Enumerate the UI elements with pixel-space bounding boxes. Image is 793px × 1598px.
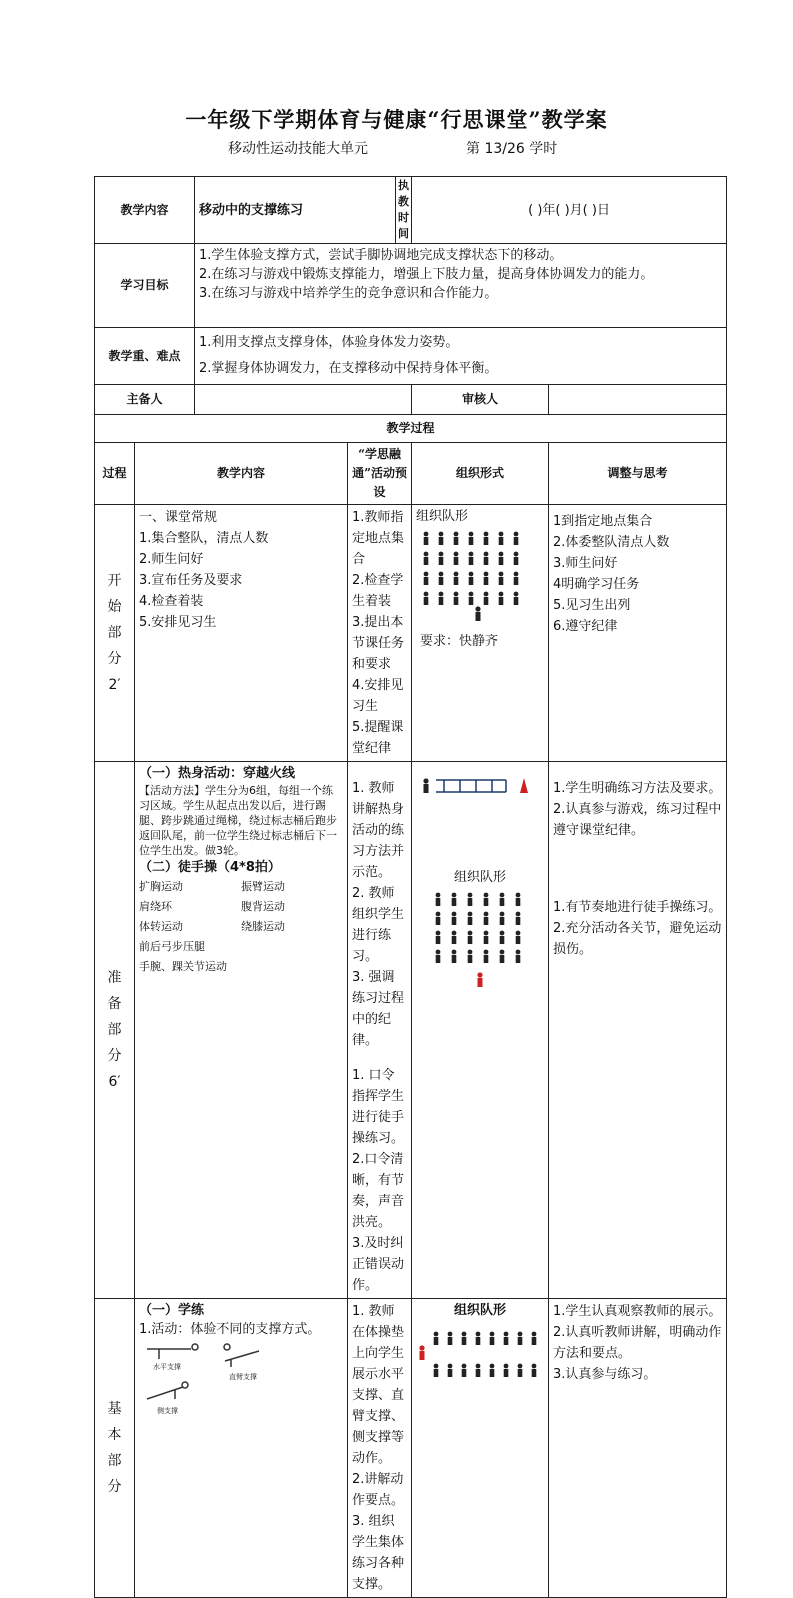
student-figure-body [439,597,444,605]
student-figure-body [448,1337,453,1345]
reviewer-value [549,385,727,415]
student-figure [468,931,473,936]
basic-reflection: 1.学生认真观察教师的展示。 2.认真听教师讲解，明确动作方法和要点。 3.认真参与练习。 [549,1299,727,1598]
student-figure [434,1332,439,1337]
student-figure-body [514,537,519,545]
exercise-title: （二）徒手操（4*8拍） [139,860,281,875]
student-figure-body [468,936,473,944]
start-organization [412,505,549,762]
student-figure-body [424,537,429,545]
col-content: 教学内容 [135,443,348,505]
student-figure [532,1364,537,1369]
objectives-label: 学习目标 [95,244,195,328]
formation-diagram [416,526,544,626]
student-figure-body [476,1337,481,1345]
student-figure [516,931,521,936]
student-figure-body [484,537,489,545]
practice-description: 1.活动：体验不同的支撑方式。 [139,1322,321,1337]
student-figure [454,552,459,557]
student-figure-body [434,1369,439,1377]
prep-content: （一）热身活动：穿越火线 【活动方法】学生分为6组，每组一个练习区域。学生从起点出发以后，进行踢腿、跨步跳通过绳梯，绕过标志桶后跑步返回队尾，前一位学生绕过标志桶后下一位学生出发。做3轮。 （二）徒手操（4*8拍） 扩胸运动 振臂运动 肩绕环 腹背运动 体转运动 绕膝运动 前后弓步压腿 手腕、踝关节运动 [135,762,348,1299]
unit-name: 移动性运动技能大单元 [228,141,368,157]
student-figure-body [514,597,519,605]
student-figure [490,1364,495,1369]
stage-start: 开 始 部 分 2′ [95,505,135,762]
student-figure [424,552,429,557]
process-title: 教学过程 [95,415,727,443]
student-figure [436,931,441,936]
student-figure [424,592,429,597]
basic-organization: 组织队形 [412,1299,549,1598]
student-figure-body [516,955,521,963]
org-requirement: 要求：快静齐 [420,634,499,649]
student-figure [484,552,489,557]
student-figure [469,592,474,597]
student-figure [454,572,459,577]
student-figure-body [436,955,441,963]
preparer-value [195,385,412,415]
formation-diagram-prep [416,887,544,997]
start-reflection: 1到指定地点集合 2.体委整队清点人数 3.师生问好 4明确学习任务 5.见习生出列 6.遵守纪律 [549,505,727,762]
objective-3: 3.在练习与游戏中培养学生的竞争意识和合作能力。 [199,286,498,301]
student-figure-body [436,936,441,944]
student-figure [439,532,444,537]
student-figure-body [469,557,474,565]
student-figure-body [518,1337,523,1345]
student-figure-body [484,597,489,605]
preparer-label: 主备人 [95,385,195,415]
student-figure-body [484,936,489,944]
page-title: 一年级下学期体育与健康“行思课堂”教学案 [185,107,608,132]
student-figure-body [454,577,459,585]
warmup-description: 【活动方法】学生分为6组，每组一个练习区域。学生从起点出发以后，进行踢腿、跨步跳通过绳梯，绕过标志桶后跑步返回队尾，前一位学生绕过标志桶后下一位学生出发。做3轮。 [139,784,337,857]
student-figure [436,912,441,917]
student-figure [452,931,457,936]
teacher-figure [477,972,482,987]
student-figure [439,552,444,557]
student-figure [504,1332,509,1337]
student-figure [484,931,489,936]
student-figure-body [468,898,473,906]
student-figure-body [532,1369,537,1377]
student-figure [504,1364,509,1369]
student-figure [469,532,474,537]
student-figure [518,1364,523,1369]
student-figure [476,1332,481,1337]
student-figure-body [462,1337,467,1345]
student-figure [452,950,457,955]
student-figure-body [516,898,521,906]
student-figure [439,572,444,577]
student-figure-body [476,1369,481,1377]
keypoint-2: 2.掌握身体协调发力，在支撑移动中保持身体平衡。 [199,361,498,376]
student-figure-body [484,917,489,925]
svg-text:侧支撑: 侧支撑 [157,1407,178,1415]
student-figure [514,532,519,537]
student-figure [424,572,429,577]
student-figure-body [484,577,489,585]
student-figure [532,1332,537,1337]
student-figure [499,572,504,577]
prep-activity: 1. 教师讲解热身活动的练习方法并示范。 2. 教师组织学生进行练习。 3. 强调练习过程中的纪律。 1. 口令指挥学生进行徒手操练习。 2.口令清晰，有节奏，声音洪亮。 3.及时纠正错误动作。 [348,762,412,1299]
student-figure-body [468,917,473,925]
student-figure [499,592,504,597]
ladder-diagram [416,764,544,804]
student-figure-body [490,1369,495,1377]
student-figure-body [439,537,444,545]
student-figure [454,592,459,597]
student-figure [452,912,457,917]
student-figure [469,572,474,577]
student-figure-body [454,557,459,565]
stage-basic: 基 本 部 分 [95,1299,135,1598]
student-figure-body [424,597,429,605]
student-figure [500,912,505,917]
student-figure-body [504,1337,509,1345]
formation-diagram-basic [416,1320,544,1390]
student-figure-body [452,917,457,925]
student-figure [462,1332,467,1337]
agility-ladder [436,780,506,792]
org-title: 组织队形 [416,509,469,524]
student-figure-body [434,1337,439,1345]
teacher-figure [419,1345,424,1360]
student-figure-body [436,917,441,925]
student-figure [424,532,429,537]
lesson-number: 第 13/26 学时 [466,141,558,157]
student-figure-body [462,1369,467,1377]
student-figure-body [490,1337,495,1345]
student-figure [484,592,489,597]
student-figure [499,552,504,557]
student-figure [436,893,441,898]
student-figure-body [454,597,459,605]
student-figure [500,931,505,936]
exercise-list: 扩胸运动 振臂运动 肩绕环 腹背运动 体转运动 绕膝运动 [139,880,285,933]
student-figure-body [469,537,474,545]
student-figure-body [518,1369,523,1377]
student-figure [468,950,473,955]
student-figure-body [484,557,489,565]
student-figure-body [452,955,457,963]
basic-activity: 1. 教师在体操垫上向学生展示水平支撑、直臂支撑、侧支撑等动作。 2.讲解动作要点。 3. 组织学生集体练习各种支撑。 [348,1299,412,1598]
student-figure [452,893,457,898]
student-figure [499,532,504,537]
student-figure [516,950,521,955]
student-figure-body [500,955,505,963]
student-figure [468,912,473,917]
student-figure-body [484,898,489,906]
student-figure [476,1364,481,1369]
student-figure [469,552,474,557]
student-figure-body [500,898,505,906]
keypoints [195,328,727,385]
student-figure [484,893,489,898]
student-figure [500,950,505,955]
student-figure-body [514,557,519,565]
prep-organization: 组织队形 [412,762,549,1299]
keypoint-1: 1.利用支撑点支撑身体，体验身体发力姿势。 [199,335,459,350]
student-figure [454,532,459,537]
date-value: ( )年( )月( )日 [412,177,727,244]
student-figure [518,1332,523,1337]
student-figure-body [439,577,444,585]
objectives [195,244,727,328]
start-content: 一、课堂常规 1.集合整队，清点人数 2.师生问好 3.宣布任务及要求 4.检查着装 5.安排见习生 [135,505,348,762]
student-figure-body [500,936,505,944]
student-figure [439,592,444,597]
student-figure-body [468,955,473,963]
student-figure-body [469,577,474,585]
student-figure [484,532,489,537]
student-figure-body [469,597,474,605]
student-figure [462,1364,467,1369]
student-figure [516,893,521,898]
student-figure-body [504,1369,509,1377]
objective-2: 2.在练习与游戏中锻炼支撑能力，增强上下肢力量，提高身体协调发力的能力。 [199,267,654,282]
start-activity: 1.教师指定地点集合 2.检查学生着装 3.提出本节课任务和要求 4.安排见习生 5.提醒课堂纪律 [348,505,412,762]
student-figure-body [532,1337,537,1345]
lesson-plan-table [94,176,727,1598]
student-figure-body [454,537,459,545]
student-figure [484,572,489,577]
svg-text:直臂支撑: 直臂支撑 [229,1373,257,1381]
student-figure-body [516,917,521,925]
student-figure [500,893,505,898]
student-figure [490,1332,495,1337]
student-figure-body [516,936,521,944]
student-figure [448,1332,453,1337]
warmup-title: （一）热身活动：穿越火线 [139,766,296,781]
svg-text:水平支撑: 水平支撑 [153,1363,181,1371]
col-reflection: 调整与思考 [549,443,727,505]
student-figure [484,950,489,955]
basic-content [135,1299,348,1598]
student-figure-body [499,577,504,585]
keypoints-label: 教学重、难点 [95,328,195,385]
content-value: 移动中的支撑练习 [195,177,396,244]
stage-prep: 准 备 部 分 6′ [95,762,135,1299]
student-figure-body [439,557,444,565]
student-figure [514,552,519,557]
practice-title: （一）学练 [139,1303,205,1318]
student-figure-body [448,1369,453,1377]
support-poses-illustration [139,1339,279,1417]
student-figure [516,912,521,917]
col-activity: “学思融通”活动预设 [348,443,412,505]
student-figure [514,572,519,577]
cone-icon [520,778,528,793]
student-figure [484,912,489,917]
student-figure-body [424,557,429,565]
student-figure-body [499,537,504,545]
student-figure-body [424,577,429,585]
student-figure-body [436,898,441,906]
student-figure [514,592,519,597]
student-figure-body [452,936,457,944]
student-figure-body [499,557,504,565]
objective-1: 1.学生体验支撑方式，尝试手脚协调地完成支撑状态下的移动。 [199,248,563,263]
date-label: 执教时间 [396,177,412,244]
student-figure [448,1364,453,1369]
student-figure-body [500,917,505,925]
col-stage: 过程 [95,443,135,505]
student-figure-body [514,577,519,585]
student-figure-body [484,955,489,963]
student-figure-body [452,898,457,906]
student-figure [434,1364,439,1369]
col-organization: 组织形式 [412,443,549,505]
prep-reflection: 1.学生明确练习方法及要求。 2.认真参与游戏，练习过程中遵守课堂纪律。 1.有节奏地进行徒手操练习。 2.充分活动各关节，避免运动损伤。 [549,762,727,1299]
reviewer-label: 审核人 [412,385,549,415]
student-figure [468,893,473,898]
student-figure [436,950,441,955]
student-figure-body [499,597,504,605]
teacher-figure [475,606,480,621]
content-label: 教学内容 [95,177,195,244]
